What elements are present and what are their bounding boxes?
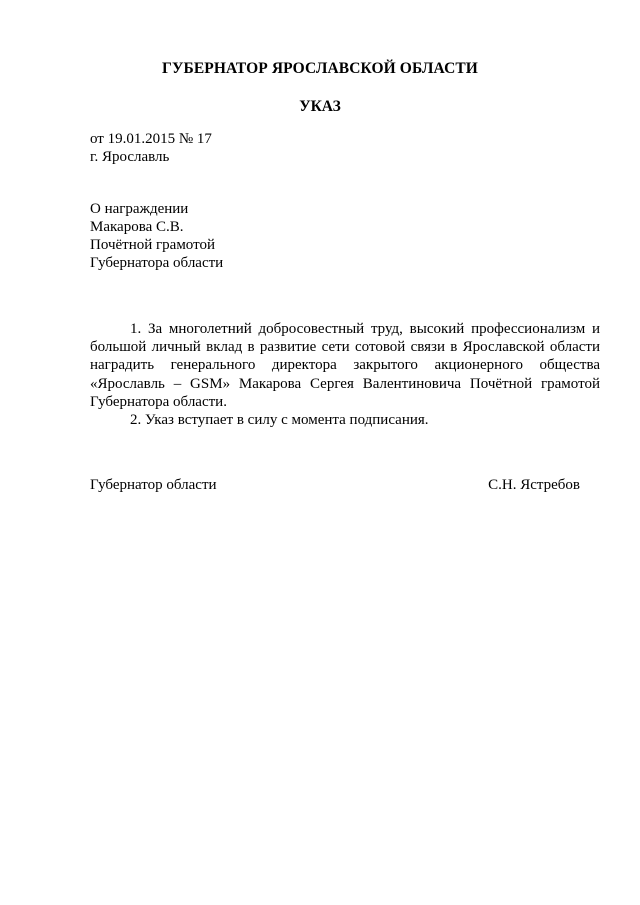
date-number: от 19.01.2015 № 17 (90, 131, 212, 147)
body-paragraph: 2. Указ вступает в силу с момента подписания. (130, 412, 429, 429)
body-paragraph: 1. За многолетний добросовестный труд, высокий профессионализм и большой личный вклад в развитие сети сотовой связи в Ярославской области наградить генерального директора закрытого акционерного общества «Ярославль – GSM» Макарова Сергея Валентиновича Почётной грамотой Губернатора области. (90, 321, 600, 410)
signature-block (90, 477, 580, 494)
document-body (90, 320, 600, 429)
document-meta (90, 130, 212, 166)
subject-line: О награждении (90, 201, 189, 217)
signatory-name: С.Н. Ястребов (488, 477, 580, 493)
document-subject (90, 200, 223, 272)
signatory-position: Губернатор области (90, 477, 217, 493)
subject-line: Макарова С.В. (90, 219, 184, 235)
subject-line: Почётной грамотой (90, 237, 215, 253)
city: г. Ярославль (90, 149, 170, 165)
subject-line: Губернатора области (90, 255, 224, 271)
document-type: УКАЗ (299, 98, 341, 115)
issuer-title: ГУБЕРНАТОР ЯРОСЛАВСКОЙ ОБЛАСТИ (162, 60, 478, 77)
